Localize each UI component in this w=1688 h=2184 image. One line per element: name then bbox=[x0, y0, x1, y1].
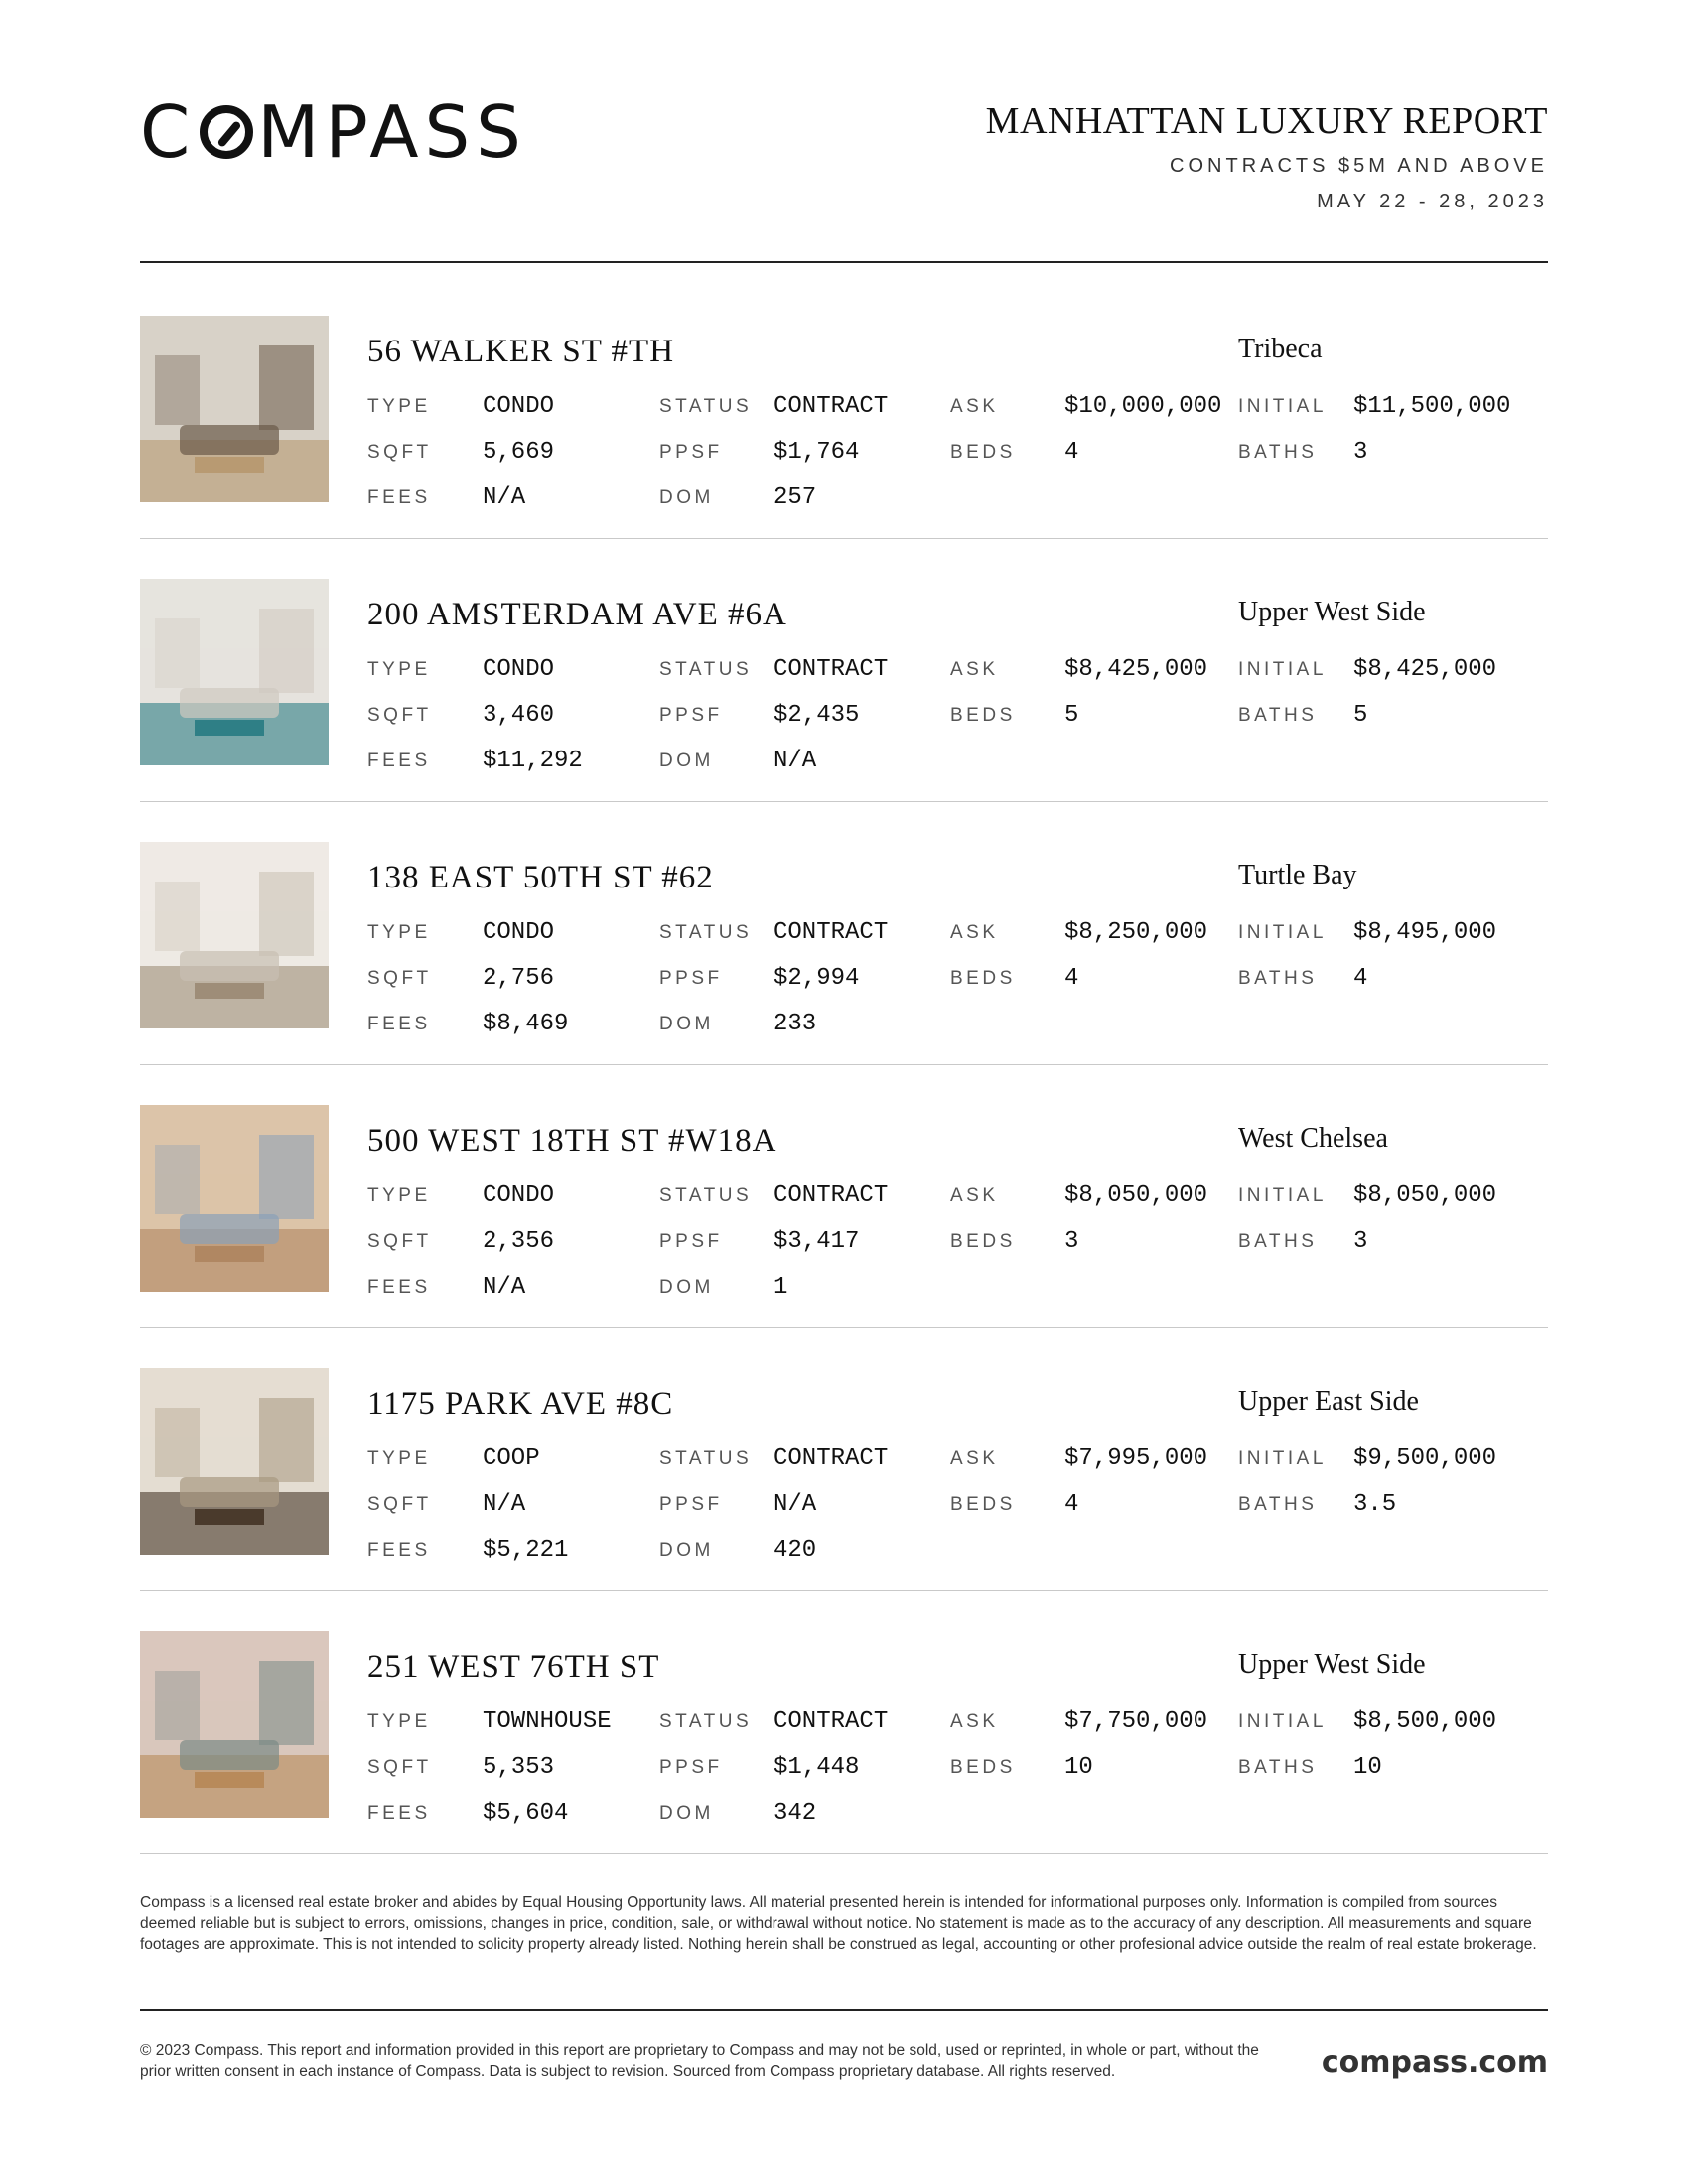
field-value-baths: 4 bbox=[1353, 965, 1368, 992]
field-value-baths: 3.5 bbox=[1353, 1491, 1397, 1518]
field-value-type: COOP bbox=[483, 1445, 540, 1472]
field-value-beds: 5 bbox=[1064, 702, 1079, 729]
listing-row[interactable] bbox=[140, 539, 1548, 802]
field-value-initial: $8,495,000 bbox=[1353, 919, 1497, 946]
field-value-status: CONTRACT bbox=[774, 919, 889, 946]
listing-address[interactable]: 500 WEST 18TH ST #W18A bbox=[367, 1123, 777, 1159]
field-label-beds: BEDS bbox=[950, 1494, 1016, 1515]
field-label-dom: DOM bbox=[659, 487, 714, 508]
listing-row[interactable] bbox=[140, 276, 1548, 539]
field-label-beds: BEDS bbox=[950, 968, 1016, 989]
listing-neighborhood: Upper West Side bbox=[1238, 597, 1426, 627]
field-label-type: TYPE bbox=[367, 1185, 431, 1206]
field-value-type: CONDO bbox=[483, 919, 555, 946]
field-value-baths: 10 bbox=[1353, 1754, 1382, 1781]
field-value-ask: $8,250,000 bbox=[1064, 919, 1208, 946]
field-value-baths: 3 bbox=[1353, 1228, 1368, 1255]
field-label-sqft: SQFT bbox=[367, 1494, 432, 1515]
listing-row[interactable] bbox=[140, 1328, 1548, 1591]
field-value-status: CONTRACT bbox=[774, 656, 889, 683]
field-label-beds: BEDS bbox=[950, 442, 1016, 463]
footer-divider bbox=[140, 2009, 1548, 2011]
field-label-type: TYPE bbox=[367, 1448, 431, 1469]
listing-address[interactable]: 1175 PARK AVE #8C bbox=[367, 1386, 674, 1422]
field-value-type: CONDO bbox=[483, 393, 555, 420]
field-label-ask: ASK bbox=[950, 1448, 999, 1469]
listing-neighborhood: West Chelsea bbox=[1238, 1123, 1388, 1154]
field-label-ask: ASK bbox=[950, 1185, 999, 1206]
field-value-ask: $7,995,000 bbox=[1064, 1445, 1208, 1472]
field-value-baths: 3 bbox=[1353, 439, 1368, 466]
listing-divider bbox=[140, 1853, 1548, 1854]
field-label-status: STATUS bbox=[659, 1711, 753, 1732]
field-label-status: STATUS bbox=[659, 922, 753, 943]
field-label-baths: BATHS bbox=[1238, 1494, 1318, 1515]
field-label-fees: FEES bbox=[367, 1277, 431, 1297]
field-value-initial: $9,500,000 bbox=[1353, 1445, 1497, 1472]
field-label-ask: ASK bbox=[950, 1711, 999, 1732]
field-label-fees: FEES bbox=[367, 1803, 431, 1824]
field-label-beds: BEDS bbox=[950, 1231, 1016, 1252]
website-link[interactable]: compass.com bbox=[1321, 2045, 1548, 2080]
field-label-ppsf: PPSF bbox=[659, 705, 723, 726]
report-date: MAY 22 - 28, 2023 bbox=[1317, 191, 1548, 212]
field-value-beds: 10 bbox=[1064, 1754, 1093, 1781]
listing-photo[interactable] bbox=[140, 842, 329, 1028]
field-value-fees: $8,469 bbox=[483, 1011, 569, 1037]
field-label-initial: INITIAL bbox=[1238, 659, 1327, 680]
field-label-sqft: SQFT bbox=[367, 705, 432, 726]
field-label-fees: FEES bbox=[367, 1014, 431, 1034]
field-value-initial: $8,425,000 bbox=[1353, 656, 1497, 683]
field-value-sqft: 5,353 bbox=[483, 1754, 555, 1781]
field-label-fees: FEES bbox=[367, 1540, 431, 1561]
field-label-dom: DOM bbox=[659, 751, 714, 771]
field-value-dom: 233 bbox=[774, 1011, 817, 1037]
field-label-type: TYPE bbox=[367, 659, 431, 680]
field-label-sqft: SQFT bbox=[367, 1757, 432, 1778]
header-divider bbox=[140, 261, 1548, 263]
disclaimer-text: Compass is a licensed real estate broker and abides by Equal Housing Opportunity laws. All material presented herein is intended for informational purposes only. Information is compiled from sources deemed reliable but is subject to errors, omissions, changes in price, condition, sale, or withdrawal without notice. No statement is made as to the accuracy of any description. All measurements and square footages are approximate. This is not intended to solicity property already listed. Nothing herein shall be construed as legal, accounting or other profesional advice outside the realm of real estate brokerage. bbox=[140, 1894, 1537, 1953]
field-value-initial: $8,050,000 bbox=[1353, 1182, 1497, 1209]
field-label-ppsf: PPSF bbox=[659, 968, 723, 989]
field-label-status: STATUS bbox=[659, 1448, 753, 1469]
field-label-initial: INITIAL bbox=[1238, 396, 1327, 417]
field-label-baths: BATHS bbox=[1238, 968, 1318, 989]
listing-row[interactable] bbox=[140, 1065, 1548, 1328]
field-label-ask: ASK bbox=[950, 396, 999, 417]
listing-photo[interactable] bbox=[140, 579, 329, 765]
field-value-beds: 4 bbox=[1064, 965, 1079, 992]
field-label-beds: BEDS bbox=[950, 705, 1016, 726]
listing-neighborhood: Turtle Bay bbox=[1238, 860, 1357, 890]
field-value-ppsf: $2,435 bbox=[774, 702, 860, 729]
field-label-beds: BEDS bbox=[950, 1757, 1016, 1778]
field-label-sqft: SQFT bbox=[367, 442, 432, 463]
field-label-dom: DOM bbox=[659, 1540, 714, 1561]
field-label-sqft: SQFT bbox=[367, 968, 432, 989]
field-value-status: CONTRACT bbox=[774, 1182, 889, 1209]
listing-photo[interactable] bbox=[140, 1631, 329, 1818]
field-label-type: TYPE bbox=[367, 1711, 431, 1732]
logo-letters-mpass: MPASS bbox=[257, 90, 527, 174]
listing-address[interactable]: 200 AMSTERDAM AVE #6A bbox=[367, 597, 787, 632]
field-value-ppsf: $3,417 bbox=[774, 1228, 860, 1255]
report-page bbox=[140, 0, 1548, 2184]
listing-photo[interactable] bbox=[140, 1105, 329, 1292]
listing-address[interactable]: 138 EAST 50TH ST #62 bbox=[367, 860, 714, 895]
listing-photo[interactable] bbox=[140, 316, 329, 502]
report-title: MANHATTAN LUXURY REPORT bbox=[985, 100, 1548, 142]
listing-neighborhood: Upper West Side bbox=[1238, 1649, 1426, 1680]
field-value-ppsf: $1,448 bbox=[774, 1754, 860, 1781]
field-label-type: TYPE bbox=[367, 396, 431, 417]
field-label-ppsf: PPSF bbox=[659, 442, 723, 463]
listing-neighborhood: Upper East Side bbox=[1238, 1386, 1419, 1417]
field-value-fees: $11,292 bbox=[483, 748, 583, 774]
field-label-ask: ASK bbox=[950, 922, 999, 943]
listing-address[interactable]: 56 WALKER ST #TH bbox=[367, 334, 675, 369]
field-label-baths: BATHS bbox=[1238, 1757, 1318, 1778]
field-value-beds: 4 bbox=[1064, 439, 1079, 466]
field-label-initial: INITIAL bbox=[1238, 1185, 1327, 1206]
field-label-dom: DOM bbox=[659, 1803, 714, 1824]
field-value-dom: 342 bbox=[774, 1800, 817, 1827]
field-value-ppsf: $1,764 bbox=[774, 439, 860, 466]
field-label-ask: ASK bbox=[950, 659, 999, 680]
field-value-sqft: 2,356 bbox=[483, 1228, 555, 1255]
logo-o-icon bbox=[200, 105, 253, 159]
field-label-baths: BATHS bbox=[1238, 705, 1318, 726]
field-value-status: CONTRACT bbox=[774, 393, 889, 420]
field-label-ppsf: PPSF bbox=[659, 1494, 723, 1515]
field-label-fees: FEES bbox=[367, 751, 431, 771]
field-label-status: STATUS bbox=[659, 659, 753, 680]
field-value-dom: 1 bbox=[774, 1274, 788, 1300]
field-value-dom: N/A bbox=[774, 748, 817, 774]
field-value-beds: 4 bbox=[1064, 1491, 1079, 1518]
field-value-type: CONDO bbox=[483, 1182, 555, 1209]
field-value-sqft: 3,460 bbox=[483, 702, 555, 729]
field-value-ask: $8,425,000 bbox=[1064, 656, 1208, 683]
field-value-initial: $8,500,000 bbox=[1353, 1708, 1497, 1735]
field-value-fees: N/A bbox=[483, 484, 526, 511]
field-value-dom: 257 bbox=[774, 484, 817, 511]
field-value-beds: 3 bbox=[1064, 1228, 1079, 1255]
field-value-baths: 5 bbox=[1353, 702, 1368, 729]
listing-row[interactable] bbox=[140, 1591, 1548, 1854]
field-label-ppsf: PPSF bbox=[659, 1757, 723, 1778]
listing-address[interactable]: 251 WEST 76TH ST bbox=[367, 1649, 660, 1685]
field-label-ppsf: PPSF bbox=[659, 1231, 723, 1252]
field-value-status: CONTRACT bbox=[774, 1445, 889, 1472]
field-label-status: STATUS bbox=[659, 396, 753, 417]
field-value-fees: $5,604 bbox=[483, 1800, 569, 1827]
field-label-baths: BATHS bbox=[1238, 442, 1318, 463]
field-value-dom: 420 bbox=[774, 1537, 817, 1564]
listing-neighborhood: Tribeca bbox=[1238, 334, 1323, 364]
field-value-type: TOWNHOUSE bbox=[483, 1708, 612, 1735]
field-value-ppsf: N/A bbox=[774, 1491, 817, 1518]
field-value-sqft: N/A bbox=[483, 1491, 526, 1518]
logo-letter-c: C bbox=[140, 90, 197, 174]
report-subtitle: CONTRACTS $5M AND ABOVE bbox=[1170, 155, 1548, 177]
field-label-sqft: SQFT bbox=[367, 1231, 432, 1252]
field-label-initial: INITIAL bbox=[1238, 1448, 1327, 1469]
field-value-ppsf: $2,994 bbox=[774, 965, 860, 992]
copyright-text: © 2023 Compass. This report and information provided in this report are proprietary to Compass and may not be sold, used or reprinted, in whole or part, without the prior written consent in each instance of Compass. Data is subject to revision. Sourced from Compass proprietary database. All rights reserved. bbox=[140, 2042, 1259, 2080]
field-label-type: TYPE bbox=[367, 922, 431, 943]
field-label-initial: INITIAL bbox=[1238, 1711, 1327, 1732]
field-label-initial: INITIAL bbox=[1238, 922, 1327, 943]
field-label-fees: FEES bbox=[367, 487, 431, 508]
listing-row[interactable] bbox=[140, 802, 1548, 1065]
field-value-ask: $10,000,000 bbox=[1064, 393, 1222, 420]
field-value-initial: $11,500,000 bbox=[1353, 393, 1511, 420]
field-value-sqft: 5,669 bbox=[483, 439, 555, 466]
field-value-sqft: 2,756 bbox=[483, 965, 555, 992]
field-value-fees: N/A bbox=[483, 1274, 526, 1300]
listing-photo[interactable] bbox=[140, 1368, 329, 1555]
field-label-dom: DOM bbox=[659, 1014, 714, 1034]
field-label-baths: BATHS bbox=[1238, 1231, 1318, 1252]
field-value-ask: $7,750,000 bbox=[1064, 1708, 1208, 1735]
compass-logo bbox=[140, 90, 527, 174]
field-value-fees: $5,221 bbox=[483, 1537, 569, 1564]
field-value-type: CONDO bbox=[483, 656, 555, 683]
field-label-dom: DOM bbox=[659, 1277, 714, 1297]
field-value-status: CONTRACT bbox=[774, 1708, 889, 1735]
field-value-ask: $8,050,000 bbox=[1064, 1182, 1208, 1209]
field-label-status: STATUS bbox=[659, 1185, 753, 1206]
